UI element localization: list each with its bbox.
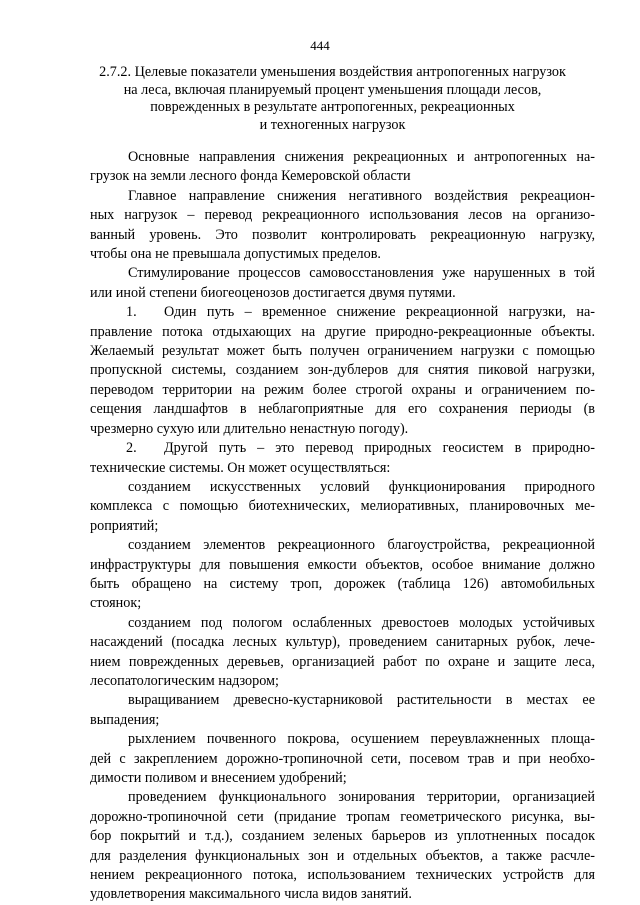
text-line: нием поврежденных деревьев, организацией работ по охране и защите леса, [90, 653, 595, 670]
text-line: комплекса с помощью биотехнических, мелиоративных, планировочных ме- [90, 498, 595, 515]
text-line: бор покрытий и т.д.), созданием зеленых барьеров из уплотненных посадок [90, 828, 595, 845]
text-line: Стимулирование процессов самовосстановления уже нарушенных в той [128, 265, 595, 282]
text-line: чрезмерно сухую или длительно ненастную погоду). [90, 420, 409, 437]
heading-line: на леса, включая планируемый процент уменьшения площади лесов, [123, 81, 542, 98]
text-line: Главное направление снижения негативного воздействия рекреацион- [128, 187, 595, 204]
paragraph [90, 187, 595, 265]
text-line: выпадения; [90, 711, 160, 728]
text-line: или иной степени биогеоценозов достигается двумя путями. [90, 284, 456, 301]
paragraph [90, 730, 595, 788]
paragraph [90, 148, 595, 187]
text-line: ванный уровень. Это позволит контролировать рекреационную нагрузку, [90, 226, 595, 243]
text-line: созданием под пологом ослабленных древостоев молодых устойчивых [128, 614, 595, 631]
text-line: лесопатологическим надзором; [90, 672, 279, 689]
text-line: технические системы. Он может осуществляться: [90, 459, 391, 476]
text-line: выращиванием древесно-кустарниковой растительности в местах ее [128, 692, 595, 709]
list-number: 2. [126, 440, 137, 457]
text-line: Основные направления снижения рекреационных и антропогенных на- [128, 149, 595, 165]
body-text [90, 148, 595, 905]
text-line: для разделения функциональных зон и отдельных объектов, а также расчле- [90, 847, 595, 864]
text-line: грузок на земли лесного фонда Кемеровской области [90, 168, 411, 185]
paragraph [90, 536, 595, 614]
text-line: инфраструктуры для повышения емкости объектов, особое внимание должно [90, 556, 595, 573]
text-line [90, 303, 595, 322]
paragraph [90, 478, 595, 536]
text-line: димости поливом и внесением удобрений; [90, 770, 347, 786]
text-line: правление потока отдыхающих на другие природно-рекреационные объекты. [90, 323, 595, 340]
text-line: рыхлением почвенного покрова, осушением переувлажненных площа- [128, 731, 595, 748]
heading-line: 2.7.2. Целевые показатели уменьшения воздействия антропогенных нагрузок [99, 64, 566, 80]
text-line: нением рекреационного потока, использованием технических устройств для [90, 867, 595, 884]
text-line: пропускной системы, созданием зон-дублеров для снятия пиковой нагрузки, [90, 362, 595, 379]
page-number: 444 [310, 38, 330, 53]
paragraph [90, 264, 595, 303]
text-line: быть обращено на систему троп, дорожек (таблица 126) автомобильных [90, 575, 595, 592]
text-line: удовлетворения максимального числа видов занятий. [90, 886, 412, 903]
text-line: стоянок; [90, 595, 142, 612]
line-text: Другой путь – это перевод природных геосистем в природно- [164, 440, 595, 457]
text-line: ных нагрузок – перевод рекреационного использования лесов на организо- [90, 207, 595, 224]
heading-line: и техногенных нагрузок [259, 116, 406, 133]
paragraph [90, 691, 595, 730]
section-heading [80, 64, 585, 134]
text-line: дорожно-тропиночной сети (придание тропам геометрического рисунка, вы- [90, 808, 595, 825]
text-line: дей с закреплением дорожно-тропиночной сети, посевом трав и при необхо- [90, 750, 595, 767]
paragraph [90, 788, 595, 904]
text-line: насаждений (посадка лесных культур), проведением санитарных рубок, лече- [90, 634, 595, 651]
paragraph [90, 439, 595, 478]
text-line [90, 439, 595, 458]
text-line: проведением функционального зонирования территории, организацией [128, 789, 595, 806]
text-line: сещения ландшафтов в неблагоприятные для его сохранения периоды (в [90, 401, 595, 418]
text-line: созданием искусственных условий функционирования природного [128, 478, 595, 495]
text-line: чтобы она не превышала допустимых пределов. [90, 246, 381, 263]
list-number: 1. [126, 304, 137, 321]
heading-line: поврежденных в результате антропогенных, рекреационных [150, 99, 515, 115]
text-line: созданием элементов рекреационного благоустройства, рекреационной [128, 537, 595, 554]
paragraph [90, 303, 595, 439]
paragraph [90, 614, 595, 692]
text-line: роприятий; [90, 517, 159, 534]
text-line: Желаемый результат может быть получен ограничением нагрузки с помощью [90, 343, 595, 360]
text-line: переводом территории на режим более строгой охраны и ограничением по- [90, 381, 595, 398]
line-text: Один путь – временное снижение рекреационной нагрузки, на- [164, 304, 595, 321]
